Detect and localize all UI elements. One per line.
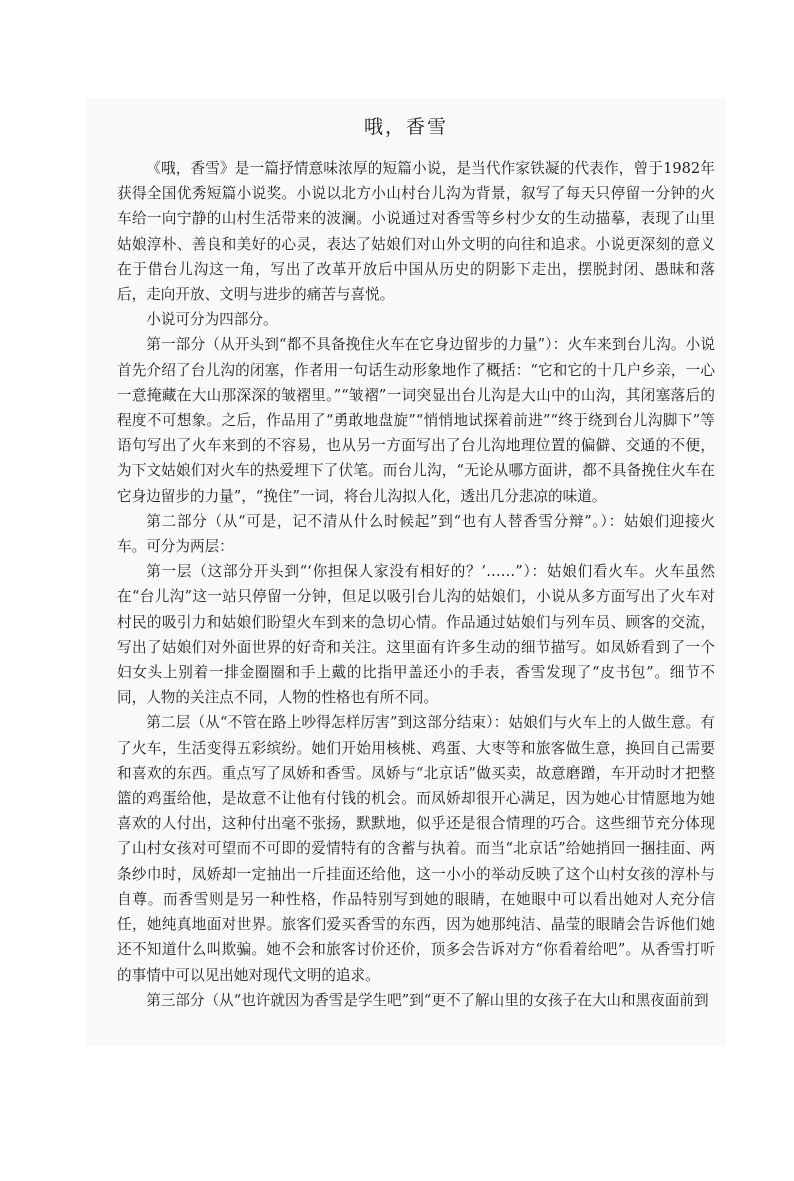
paragraph-layer-two: 第二层（从“不管在路上吵得怎样厉害”到这部分结束）：姑娘们与火车上的人做生意。有了火车，生活变得五彩缤纷。她们开始用核桃、鸡蛋、大枣等和旅客做生意，换回自己需要和喜欢的东西。重点写了凤娇和香雪。凤娇与“北京话”做买卖，故意磨蹭，车开动时才把整篮的鸡蛋给他，是故意不让他有付钱的机会。而凤娇却很开心满足，因为她心甘情愿地为她喜欢的人付出，这种付出毫不张扬，默默地，似乎还是很合情理的巧合。这些细节充分体现了山村女孩对可望而不可即的爱情特有的含蓄与执着。而当“北京话”给她捎回一捆挂面、两条纱巾时，凤娇却一定抽出一斤挂面还给他，这一小小的举动反映了这个山村女孩的淳朴与自尊。而香雪则是另一种性格，作品特别写到她的眼睛，在她眼中可以看出她对人充分信任，她纯真地面对世界。旅客们爱买香雪的东西，因为她那纯洁、晶莹的眼睛会告诉他们她还不知道什么叫欺骗。她不会和旅客讨价还价，顶多会告诉对方“你看着给吧”。从香雪打听的事情中可以见出她对现代文明的追求。 <box>117 714 715 984</box>
paragraph-part-two: 第二部分（从“可是，记不清从什么时候起”到“也有人替香雪分辩”。）：姑娘们迎接火车。可分为两层： <box>117 512 715 556</box>
document-body <box>117 156 715 1013</box>
paragraph-structure: 小说可分为四部分。 <box>146 311 278 329</box>
document-page <box>86 98 726 1046</box>
paragraph-intro: 《哦，香雪》是一篇抒情意味浓厚的短篇小说，是当代作家铁凝的代表作，曾于1982年获得全国优秀短篇小说奖。小说以北方小山村台儿沟为背景，叙写了每天只停留一分钟的火车给一向宁静的山村生活带来的波澜。小说通过对香雪等乡村少女的生动描摹，表现了山里姑娘淳朴、善良和美好的心灵，表达了姑娘们对山外文明的向往和追求。小说更深刻的意义在于借台儿沟这一角，写出了改革开放后中国从历史的阴影下走出，摆脱封闭、愚昧和落后，走向开放、文明与进步的痛苦与喜悦。 <box>117 160 715 304</box>
paragraph-layer-one: 第一层（这部分开头到“‘你担保人家没有相好的？’……”）：姑娘们看火车。火车虽然在“台儿沟”这一站只停留一分钟，但足以吸引台儿沟的姑娘们，小说从多方面写出了火车对村民的吸引力和姑娘们盼望火车到来的急切心情。作品通过姑娘们与列车员、顾客的交流，写出了姑娘们对外面世界的好奇和关注。这里面有许多生动的细节描写。如凤娇看到了一个妇女头上别着一排金圈圈和手上戴的比指甲盖还小的手表，香雪发现了“皮书包”。细节不同，人物的关注点不同，人物的性格也有所不同。 <box>117 563 715 707</box>
paragraph-part-three: 第三部分（从“也许就因为香雪是学生吧”到“更不了解山里的女孩子在大山和黑夜面前到 <box>146 991 709 1009</box>
document-title: 哦，香雪 <box>363 116 448 138</box>
paragraph-part-one: 第一部分（从开头到“都不具备挽住火车在它身边留步的力量”）：火车来到台儿沟。小说首先介绍了台儿沟的闭塞，作者用一句话生动形象地作了概括：“它和它的十几户乡亲，一心一意掩藏在大山那深深的皱褶里。”“皱褶”一词突显出台儿沟是大山中的山沟，其闭塞落后的程度不可想象。之后，作品用了“勇敢地盘旋”“悄悄地试探着前进”“终于绕到台儿沟脚下”等语句写出了火车来到的不容易，也从另一方面写出了台儿沟地理位置的偏僻、交通的不便，为下文姑娘们对火车的热爱埋下了伏笔。而台儿沟，“无论从哪方面讲，都不具备挽住火车在它身边留步的力量”，“挽住”一词，将台儿沟拟人化，透出几分悲凉的味道。 <box>117 336 715 505</box>
